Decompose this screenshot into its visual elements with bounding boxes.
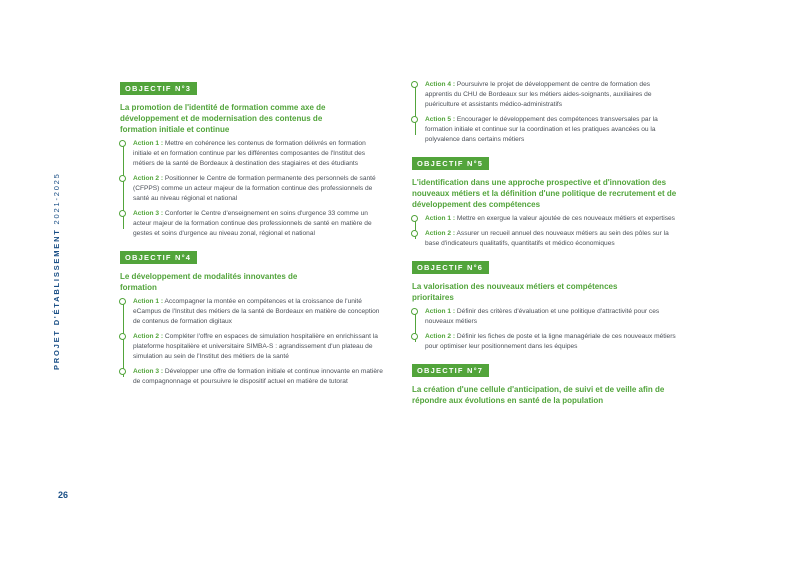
circle-bullet-icon <box>119 210 126 217</box>
action-label: Action 2 : <box>425 333 456 340</box>
action-text: Conforter le Centre d'enseignement en soins d'urgence 33 comme un acteur majeur de la formation continue des professionnels de santé en matière de gestes et soins d'urgence au niveau zonal, régional et national <box>133 210 372 237</box>
action-list <box>123 139 385 239</box>
action-item <box>133 174 385 204</box>
action-text: Encourager le développement des compétences transversales par la formation initiale et continue sur la coordination et les pratiques avancées ou la polyvalence dans certains métiers <box>425 116 658 143</box>
objective-badge: OBJECTIF N°5 <box>412 157 489 170</box>
vertical-document-title <box>52 172 61 370</box>
circle-bullet-icon <box>411 116 418 123</box>
action-item <box>133 139 385 169</box>
action-list <box>123 297 385 387</box>
action-label: Action 1 : <box>425 308 456 315</box>
circle-bullet-icon <box>119 333 126 340</box>
right-column <box>412 80 677 414</box>
action-label: Action 5 : <box>425 116 456 123</box>
action-label: Action 3 : <box>133 368 164 375</box>
action-item <box>425 307 677 327</box>
document-title-label: PROJET D'ÉTABLISSEMENT <box>52 228 61 370</box>
action-text: Accompagner la montée en compétences et la croissance de l'unité eCampus de l'Institut des métiers de la santé de Bordeaux en matière de conception de contenus de formation digitaux <box>133 298 380 325</box>
action-item <box>425 115 677 145</box>
circle-bullet-icon <box>411 81 418 88</box>
action-list <box>415 307 677 352</box>
objective-title: La promotion de l'identité de formation comme axe de développement et de modernisation des contenus de formation initiale et continue <box>120 103 326 134</box>
action-item <box>133 297 385 327</box>
circle-bullet-icon <box>411 215 418 222</box>
action-text: Compléter l'offre en espaces de simulation hospitalière en enrichissant la plateforme hospitalière et universitaire SIMBA-S : agrandissement d'un plateau de simulation au sein de l'Institut des métiers de la santé <box>133 333 378 360</box>
objective-7 <box>412 360 677 406</box>
circle-bullet-icon <box>119 140 126 147</box>
action-text: Positionner le Centre de formation permanente des personnels de santé (CFPPS) comme un acteur majeur de la formation continue des professionnels de santé au niveau régional et national <box>133 175 376 202</box>
circle-bullet-icon <box>411 333 418 340</box>
action-item <box>425 214 677 224</box>
action-label: Action 4 : <box>425 81 456 88</box>
page-number: 26 <box>58 490 69 500</box>
circle-bullet-icon <box>119 175 126 182</box>
action-label: Action 2 : <box>425 230 456 237</box>
action-text: Mettre en exergue la valeur ajoutée de ces nouveaux métiers et expertises <box>456 215 675 222</box>
action-label: Action 2 : <box>133 175 164 182</box>
circle-bullet-icon <box>119 368 126 375</box>
objective-badge: OBJECTIF N°3 <box>120 82 197 95</box>
objective-badge: OBJECTIF N°6 <box>412 261 489 274</box>
action-text: Définir des critères d'évaluation et une politique d'attractivité pour ces nouveaux métiers <box>425 308 660 325</box>
action-item <box>133 332 385 362</box>
action-list <box>415 214 677 249</box>
action-item <box>133 209 385 239</box>
objective-3 <box>120 78 385 239</box>
action-text: Mettre en cohérence les contenus de formation délivrés en formation initiale et en formation continue par les différentes composantes de l'Institut des métiers de la santé de Bordeaux à destination des stagiaires et des étudiants <box>133 140 366 167</box>
objective-4-continued <box>412 80 677 145</box>
action-label: Action 1 : <box>425 215 456 222</box>
action-label: Action 1 : <box>133 140 164 147</box>
objective-title: La valorisation des nouveaux métiers et compétences prioritaires <box>412 282 618 302</box>
action-text: Développer une offre de formation initiale et continue innovante en matière de compagnonnage et poursuivre le dispositif actuel en matière de tutorat <box>133 368 383 385</box>
action-item <box>425 80 677 110</box>
circle-bullet-icon <box>411 308 418 315</box>
objective-badge: OBJECTIF N°7 <box>412 364 489 377</box>
objective-title: L'identification dans une approche prospective et d'innovation des nouveaux métiers et la définition d'une politique de recrutement et de développement des compétences <box>412 178 677 209</box>
objective-4 <box>120 247 385 387</box>
action-label: Action 1 : <box>133 298 164 305</box>
left-column <box>120 78 385 395</box>
objective-6 <box>412 257 677 352</box>
objective-5 <box>412 153 677 249</box>
action-text: Poursuivre le projet de développement de centre de formation des apprentis du CHU de Bordeaux sur les métiers aides-soignants, auxiliaires de puériculture et assistants médico-administratifs <box>425 81 652 108</box>
objective-badge: OBJECTIF N°4 <box>120 251 197 264</box>
objective-title: Le développement de modalités innovantes de formation <box>120 272 298 292</box>
action-text: Définir les fiches de poste et la ligne managériale de ces nouveaux métiers pour optimiser leur positionnement dans les équipes <box>425 333 676 350</box>
action-item <box>133 367 385 387</box>
action-label: Action 2 : <box>133 333 164 340</box>
action-list <box>415 80 677 145</box>
circle-bullet-icon <box>119 298 126 305</box>
circle-bullet-icon <box>411 230 418 237</box>
action-item <box>425 332 677 352</box>
action-text: Assurer un recueil annuel des nouveaux métiers au sein des pôles sur la base d'indicateurs qualitatifs, quantitatifs et médico économiques <box>425 230 669 247</box>
objective-title: La création d'une cellule d'anticipation, de suivi et de veille afin de répondre aux évolutions en santé de la population <box>412 385 665 405</box>
action-label: Action 3 : <box>133 210 164 217</box>
document-title-years: 2021-2025 <box>52 172 61 225</box>
action-item <box>425 229 677 249</box>
